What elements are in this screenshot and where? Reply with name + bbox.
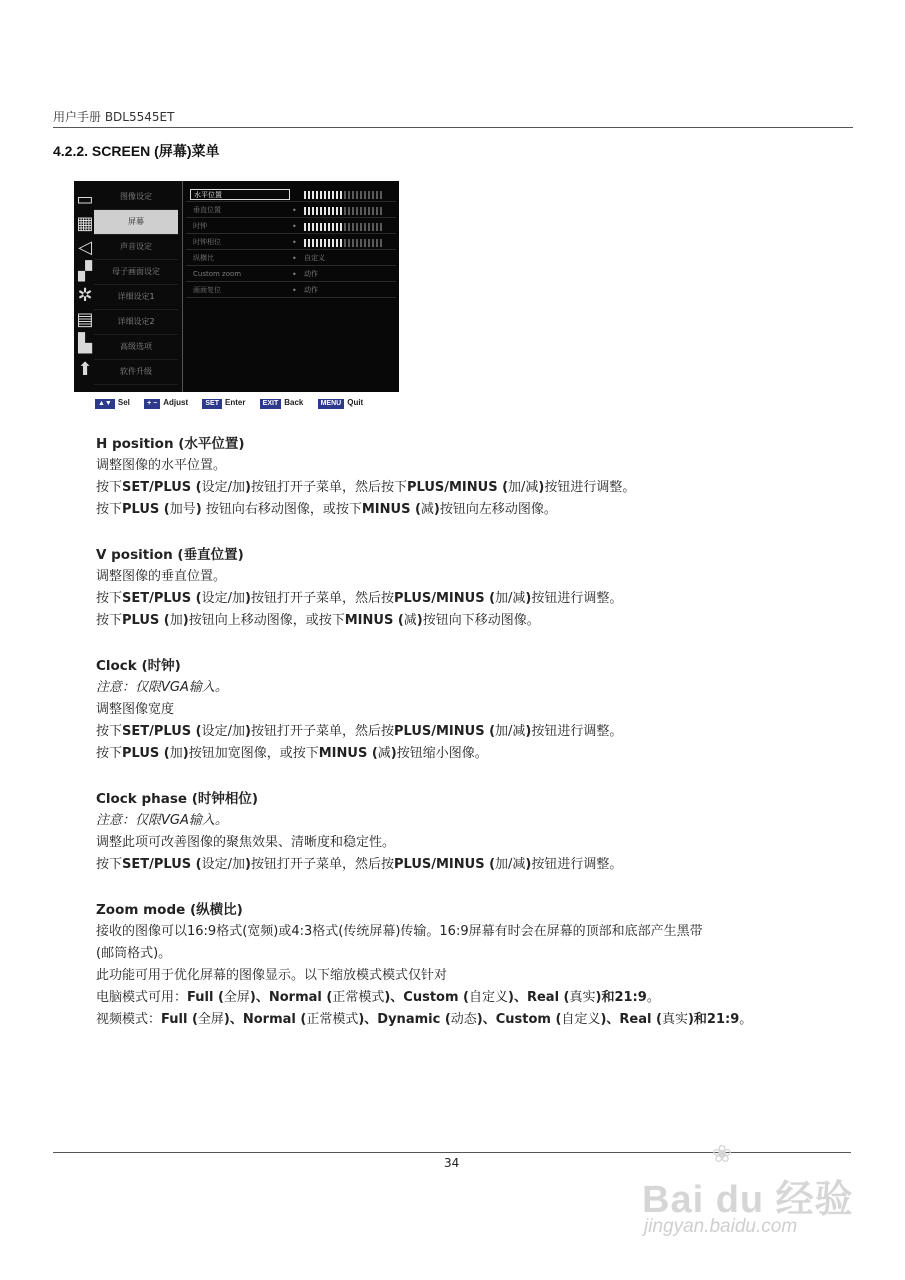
level-bar-segment (364, 191, 366, 199)
osd-row-name: 水平位置 (190, 189, 290, 200)
level-bar-segment (380, 223, 382, 231)
level-bar-segment (320, 223, 322, 231)
osd-row-name: Custom zoom (193, 270, 242, 278)
osd-key-legend (95, 398, 375, 409)
instruction-line: 按下SET/PLUS (设定/加)按钮打开子菜单，然后按下PLUS/MINUS (加/减)按钮进行调整。 (96, 480, 636, 495)
level-bar-segment (376, 207, 378, 215)
osd-menu-screenshot (74, 181, 399, 392)
legend-enter: SET Enter (202, 398, 245, 409)
paragraph: (邮筒格式)。 (96, 946, 172, 961)
level-bar-segment (352, 239, 354, 247)
level-bar-segment (328, 191, 330, 199)
level-bar-segment (308, 207, 310, 215)
level-bar-segment (348, 207, 350, 215)
document-header: 用户手册 BDL5545ET (53, 110, 175, 124)
osd-row-screen-reset (186, 285, 396, 298)
osd-left-item: 高级选项 (94, 335, 178, 360)
section-note: 注意：仅限VGA输入。 (96, 813, 228, 828)
pc-mode-line: 电脑模式可用：Full (全屏)、Normal (正常模式)、Custom (自定义)、Real (真实)和21:9。 (96, 990, 660, 1005)
section-title: 4.2.2. SCREEN (屏幕)菜单 (53, 143, 220, 159)
gear-icon: ✲ (77, 285, 93, 306)
level-bar-segment (348, 223, 350, 231)
level-bar-segment (344, 191, 346, 199)
level-bar-segment (372, 223, 374, 231)
osd-left-item-selected: 屏幕 (94, 210, 178, 235)
legend-back: EXIT Back (260, 398, 304, 409)
level-bar-segment (312, 239, 314, 247)
osd-left-item: 声音设定 (94, 235, 178, 260)
set-key-icon: SET (202, 399, 222, 409)
level-bar-segment (332, 191, 334, 199)
legend-sel: ▲▼ Sel (95, 398, 130, 409)
level-bar-segment (360, 239, 362, 247)
osd-row-h-position (186, 189, 396, 202)
update-icon: ⬆ (77, 359, 93, 380)
section-note: 注意：仅限VGA输入。 (96, 680, 228, 695)
level-bar-segment (324, 191, 326, 199)
level-bar-segment (304, 223, 306, 231)
level-bar-segment (308, 239, 310, 247)
level-bar-segment (332, 239, 334, 247)
level-bar-segment (316, 207, 318, 215)
level-bar-segment (356, 239, 358, 247)
osd-row-clock-phase (186, 237, 396, 250)
instruction-line: 按下SET/PLUS (设定/加)按钮打开子菜单，然后按PLUS/MINUS (加/减)按钮进行调整。 (96, 591, 623, 606)
instruction-line: 按下PLUS (加号) 按钮向右移动图像，或按下MINUS (减)按钮向左移动图像。 (96, 502, 557, 517)
level-bar-segment (376, 239, 378, 247)
updown-key-icon: ▲▼ (95, 399, 115, 409)
osd-row-clock (186, 221, 396, 234)
level-bar-segment (340, 191, 342, 199)
level-bar-segment (316, 239, 318, 247)
plus-minus-key-icon: + − (144, 399, 160, 409)
osd-left-item: 图像设定 (94, 185, 178, 210)
pip-icon: ▞ (78, 261, 92, 282)
level-bar-segment (312, 207, 314, 215)
osd-left-item: 母子画面设定 (94, 260, 178, 285)
osd-row-name: 画面复位 (193, 286, 221, 294)
level-bar-segment (344, 239, 346, 247)
osd-row-dot: • (292, 222, 297, 231)
level-bar-segment (352, 191, 354, 199)
level-bar-segment (336, 207, 338, 215)
section-v-position (96, 544, 622, 632)
level-bar-segment (324, 239, 326, 247)
level-bar-segment (340, 207, 342, 215)
level-bar-segment (364, 207, 366, 215)
speaker-icon: ◁ (78, 237, 92, 258)
exit-key-icon: EXIT (260, 399, 282, 409)
osd-row-dot: • (292, 206, 297, 215)
level-bar-segment (376, 191, 378, 199)
osd-left-item: 详细设定1 (94, 285, 178, 310)
level-bar-segment (348, 239, 350, 247)
level-bar-segment (324, 207, 326, 215)
level-bar-segment (308, 191, 310, 199)
level-bar-segment (304, 239, 306, 247)
advanced-icon: ▙ (78, 333, 92, 354)
section-heading: Zoom mode (纵横比) (96, 902, 243, 918)
osd-row-dot: • (292, 238, 297, 247)
level-bar-segment (372, 191, 374, 199)
section-desc: 调整图像的垂直位置。 (96, 569, 227, 584)
level-bar-segment (332, 223, 334, 231)
level-bar-segment (316, 191, 318, 199)
osd-row-dot: • (292, 286, 297, 295)
instruction-line: 按下SET/PLUS (设定/加)按钮打开子菜单，然后按PLUS/MINUS (加/减)按钮进行调整。 (96, 857, 623, 872)
level-bar-segment (336, 239, 338, 247)
osd-row-name: 时钟 (193, 222, 207, 230)
osd-row-value: 动作 (304, 270, 318, 278)
section-heading: Clock (时钟) (96, 658, 181, 674)
osd-left-item: 详细设定2 (94, 310, 178, 335)
level-bar-segment (368, 207, 370, 215)
level-bar-segment (344, 223, 346, 231)
level-bar-segment (356, 191, 358, 199)
level-bar-segment (380, 191, 382, 199)
osd-row-v-position (186, 205, 396, 218)
level-bar-segment (364, 223, 366, 231)
paragraph: 接收的图像可以16:9格式(宽频)或4:3格式(传统屏幕)传输。16:9屏幕有时会在屏幕的顶部和底部产生黑带 (96, 924, 703, 939)
osd-level-bar (304, 239, 384, 247)
osd-left-item: 软件升级 (94, 360, 178, 385)
section-zoom-mode (96, 899, 752, 1031)
legend-quit: MENU Quit (318, 398, 364, 409)
screen-icon: ▦ (76, 213, 94, 234)
osd-row-name: 纵横比 (193, 254, 214, 262)
instruction-line: 按下PLUS (加)按钮加宽图像，或按下MINUS (减)按钮缩小图像。 (96, 746, 488, 761)
level-bar-segment (372, 207, 374, 215)
section-desc: 调整此项可改善图像的聚焦效果、清晰度和稳定性。 (96, 835, 396, 850)
video-mode-line: 视频模式：Full (全屏)、Normal (正常模式)、Dynamic (动态)、Custom (自定义)、Real (真实)和21:9。 (96, 1012, 753, 1027)
settings2-icon: ▤ (76, 309, 94, 330)
level-bar-segment (348, 191, 350, 199)
level-bar-segment (316, 223, 318, 231)
osd-row-zoom-mode (186, 253, 396, 266)
osd-row-dot: • (292, 270, 297, 279)
level-bar-segment (320, 239, 322, 247)
level-bar-segment (312, 223, 314, 231)
level-bar-segment (380, 239, 382, 247)
level-bar-segment (304, 191, 306, 199)
level-bar-segment (328, 223, 330, 231)
page-number: 34 (444, 1156, 460, 1170)
header-divider (53, 127, 853, 128)
level-bar-segment (368, 223, 370, 231)
osd-row-custom-zoom (186, 269, 396, 282)
level-bar-segment (320, 207, 322, 215)
level-bar-segment (360, 191, 362, 199)
osd-level-bar (304, 223, 384, 231)
section-desc: 调整图像宽度 (96, 702, 175, 717)
osd-row-name: 垂直位置 (193, 206, 221, 214)
paw-logo-icon: ❀ (712, 1140, 733, 1168)
level-bar-segment (320, 191, 322, 199)
section-desc: 调整图像的水平位置。 (96, 458, 227, 473)
paragraph: 此功能可用于优化屏幕的图像显示。以下缩放模式模式仅针对 (96, 968, 448, 983)
level-bar-segment (356, 223, 358, 231)
level-bar-segment (368, 239, 370, 247)
level-bar-segment (352, 223, 354, 231)
osd-row-dot: • (292, 254, 297, 263)
level-bar-segment (360, 223, 362, 231)
osd-level-bar (304, 191, 384, 199)
level-bar-segment (340, 223, 342, 231)
level-bar-segment (360, 207, 362, 215)
level-bar-segment (380, 207, 382, 215)
level-bar-segment (308, 223, 310, 231)
level-bar-segment (328, 239, 330, 247)
menu-key-icon: MENU (318, 399, 345, 409)
level-bar-segment (364, 239, 366, 247)
level-bar-segment (340, 239, 342, 247)
section-heading: V position (垂直位置) (96, 547, 244, 563)
instruction-line: 按下PLUS (加)按钮向上移动图像，或按下MINUS (减)按钮向下移动图像。 (96, 613, 540, 628)
osd-row-value: 动作 (304, 286, 318, 294)
section-clock-phase (96, 788, 622, 876)
legend-adjust: + − Adjust (144, 398, 188, 409)
level-bar-segment (336, 191, 338, 199)
instruction-line: 按下SET/PLUS (设定/加)按钮打开子菜单，然后按PLUS/MINUS (加/减)按钮进行调整。 (96, 724, 623, 739)
level-bar-segment (352, 207, 354, 215)
osd-row-value: 自定义 (304, 254, 325, 262)
watermark-url: jingyan.baidu.com (644, 1216, 798, 1237)
osd-left-menu (74, 181, 182, 392)
level-bar-segment (336, 223, 338, 231)
section-clock (96, 655, 622, 765)
level-bar-segment (324, 223, 326, 231)
level-bar-segment (344, 207, 346, 215)
level-bar-segment (372, 239, 374, 247)
section-h-position (96, 433, 635, 521)
section-heading: Clock phase (时钟相位) (96, 791, 259, 807)
level-bar-segment (356, 207, 358, 215)
level-bar-segment (312, 191, 314, 199)
picture-icon: ▭ (76, 189, 94, 210)
osd-level-bar (304, 207, 384, 215)
watermark-brand: Bai du 经验 (642, 1179, 854, 1221)
osd-row-name: 时钟相位 (193, 238, 221, 246)
level-bar-segment (328, 207, 330, 215)
osd-divider (182, 181, 183, 392)
level-bar-segment (368, 191, 370, 199)
level-bar-segment (332, 207, 334, 215)
level-bar-segment (376, 223, 378, 231)
level-bar-segment (304, 207, 306, 215)
section-heading: H position (水平位置) (96, 436, 245, 452)
